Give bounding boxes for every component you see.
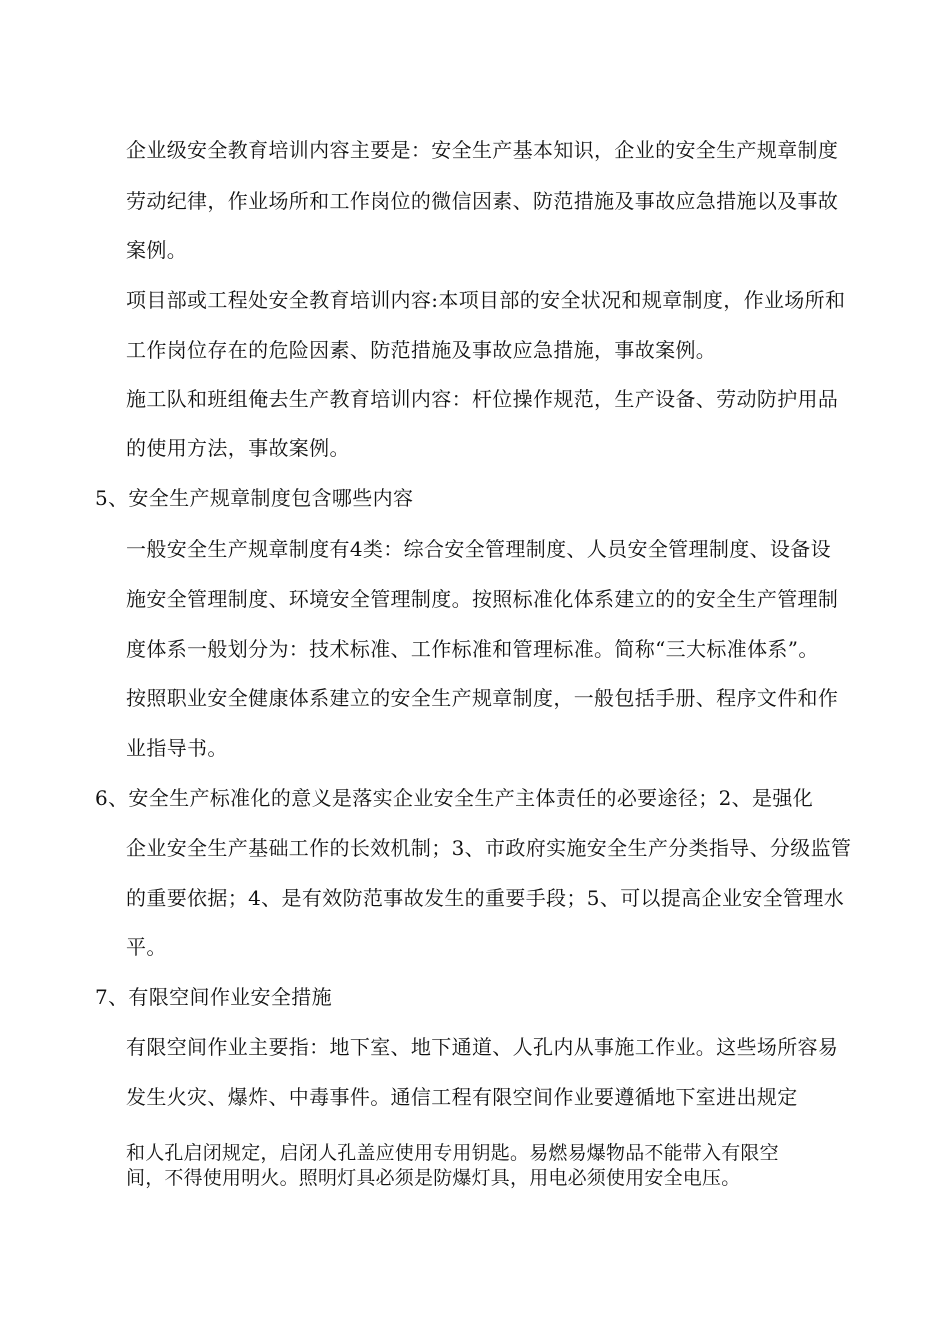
paragraph-line: 度体系一般划分为：技术标准、工作标准和管理标准。简称“三大标准体系”。	[126, 637, 819, 661]
paragraph-line: 工作岗位存在的危险因素、防范措施及事故应急措施，事故案例。	[126, 338, 717, 362]
paragraph-line: 施安全管理制度、环境安全管理制度。按照标准化体系建立的的安全生产管理制	[126, 587, 839, 611]
paragraph-line: 的使用方法，事故案例。	[126, 436, 350, 460]
section-heading-7: 7、有限空间作业安全措施	[95, 985, 332, 1009]
paragraph-line: 按照职业安全健康体系建立的安全生产规章制度，一般包括手册、程序文件和作	[126, 686, 839, 710]
paragraph-line: 平。	[126, 935, 167, 959]
paragraph-line: 发生火灾、爆炸、中毒事件。通信工程有限空间作业要遵循地下室进出规定	[126, 1085, 798, 1109]
paragraph-line: 企业级安全教育培训内容主要是：安全生产基本知识，企业的安全生产规章制度	[126, 138, 839, 162]
paragraph-line: 企业安全生产基础工作的长效机制；3、市政府实施安全生产分类指导、分级监管	[126, 836, 852, 860]
paragraph-line: 项目部或工程处安全教育培训内容:本项目部的安全状况和规章制度，作业场所和	[126, 288, 846, 312]
paragraph-line: 业指导书。	[126, 736, 228, 760]
paragraph-line: 间，不得使用明火。照明灯具必须是防爆灯具，用电必须使用安全电压。	[126, 1167, 741, 1189]
section-heading-6: 6、安全生产标准化的意义是落实企业安全生产主体责任的必要途径；2、是强化	[95, 786, 814, 810]
paragraph-line: 的重要依据；4、是有效防范事故发生的重要手段；5、可以提高企业安全管理水	[126, 886, 845, 910]
paragraph-line: 施工队和班组俺去生产教育培训内容：杆位操作规范，生产设备、劳动防护用品	[126, 387, 839, 411]
paragraph-line: 有限空间作业主要指：地下室、地下通道、人孔内从事施工作业。这些场所容易	[126, 1035, 839, 1059]
paragraph-line: 案例。	[126, 238, 188, 262]
section-heading-5: 5、安全生产规章制度包含哪些内容	[95, 486, 414, 510]
paragraph-line: 和人孔启闭规定，启闭人孔盖应使用专用钥匙。易燃易爆物品不能带入有限空	[126, 1142, 779, 1164]
paragraph-line: 劳动纪律，作业场所和工作岗位的微信因素、防范措施及事故应急措施以及事故	[126, 189, 839, 213]
paragraph-line: 一般安全生产规章制度有4类：综合安全管理制度、人员安全管理制度、设备设	[126, 537, 831, 561]
